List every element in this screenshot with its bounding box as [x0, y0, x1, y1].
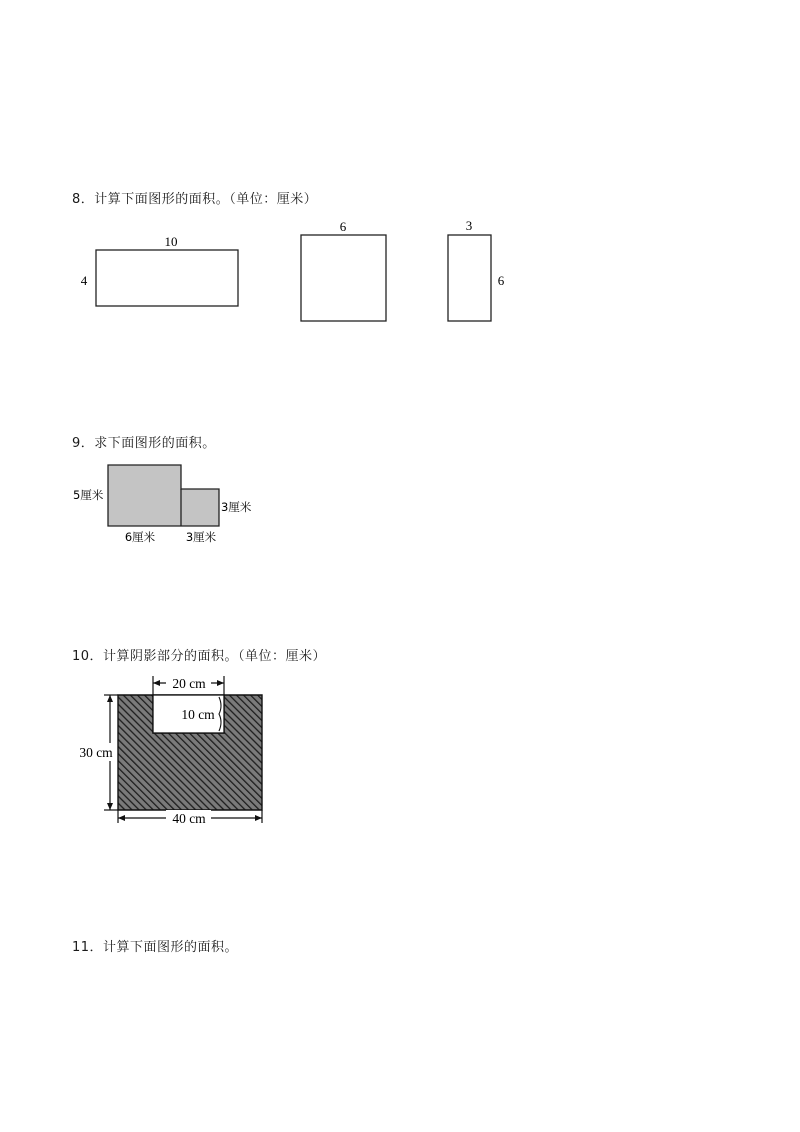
q8-figure-rect-a	[81, 234, 238, 306]
q10-width-top-arrow-right	[217, 680, 224, 686]
q8-rect-b-top-label: 3	[465, 218, 473, 233]
q9-left-height-label: 5厘米	[73, 488, 104, 502]
q8-rect-a-side-label: 4	[80, 273, 88, 288]
q8-rect-a-shape	[96, 250, 238, 306]
q10-height-arrow-bottom	[107, 803, 113, 810]
q9-right-width-label: 3厘米	[185, 530, 217, 544]
q8-rect-b-side-label: 6	[497, 273, 505, 288]
q10-cutout-width-label: 20 cm	[172, 676, 206, 691]
q8-figure-rect-b	[448, 218, 505, 321]
q10-height-arrow-top	[107, 695, 113, 702]
question-11-text: 11．计算下面图形的面积。	[72, 940, 239, 955]
q10-width-top-arrow-left	[153, 680, 160, 686]
question-10-text: 10．计算阴影部分的面积。（单位：厘米）	[72, 649, 327, 664]
q8-square-shape	[301, 235, 386, 321]
q8-rect-a-top-label: 10	[164, 234, 178, 249]
q10-width-label: 40 cm	[172, 811, 206, 826]
q9-left-width-label: 6厘米	[124, 530, 156, 544]
q10-cutout-height-label: 10 cm	[181, 707, 215, 722]
q10-width-bottom-arrow-left	[118, 815, 125, 821]
q8-square-top-label: 6	[339, 219, 347, 234]
q8-figure-square	[301, 219, 386, 321]
q9-composite-shape	[108, 465, 219, 526]
q10-figure	[76, 675, 262, 826]
question-9-text: 9．求下面图形的面积。	[72, 436, 216, 451]
q10-width-bottom-arrow-right	[255, 815, 262, 821]
q10-height-label: 30 cm	[79, 745, 113, 760]
q9-right-height-label: 3厘米	[221, 500, 252, 514]
q9-figure	[73, 465, 252, 544]
question-8-text: 8．计算下面图形的面积。（单位：厘米）	[72, 192, 318, 207]
q8-rect-b-shape	[448, 235, 491, 321]
